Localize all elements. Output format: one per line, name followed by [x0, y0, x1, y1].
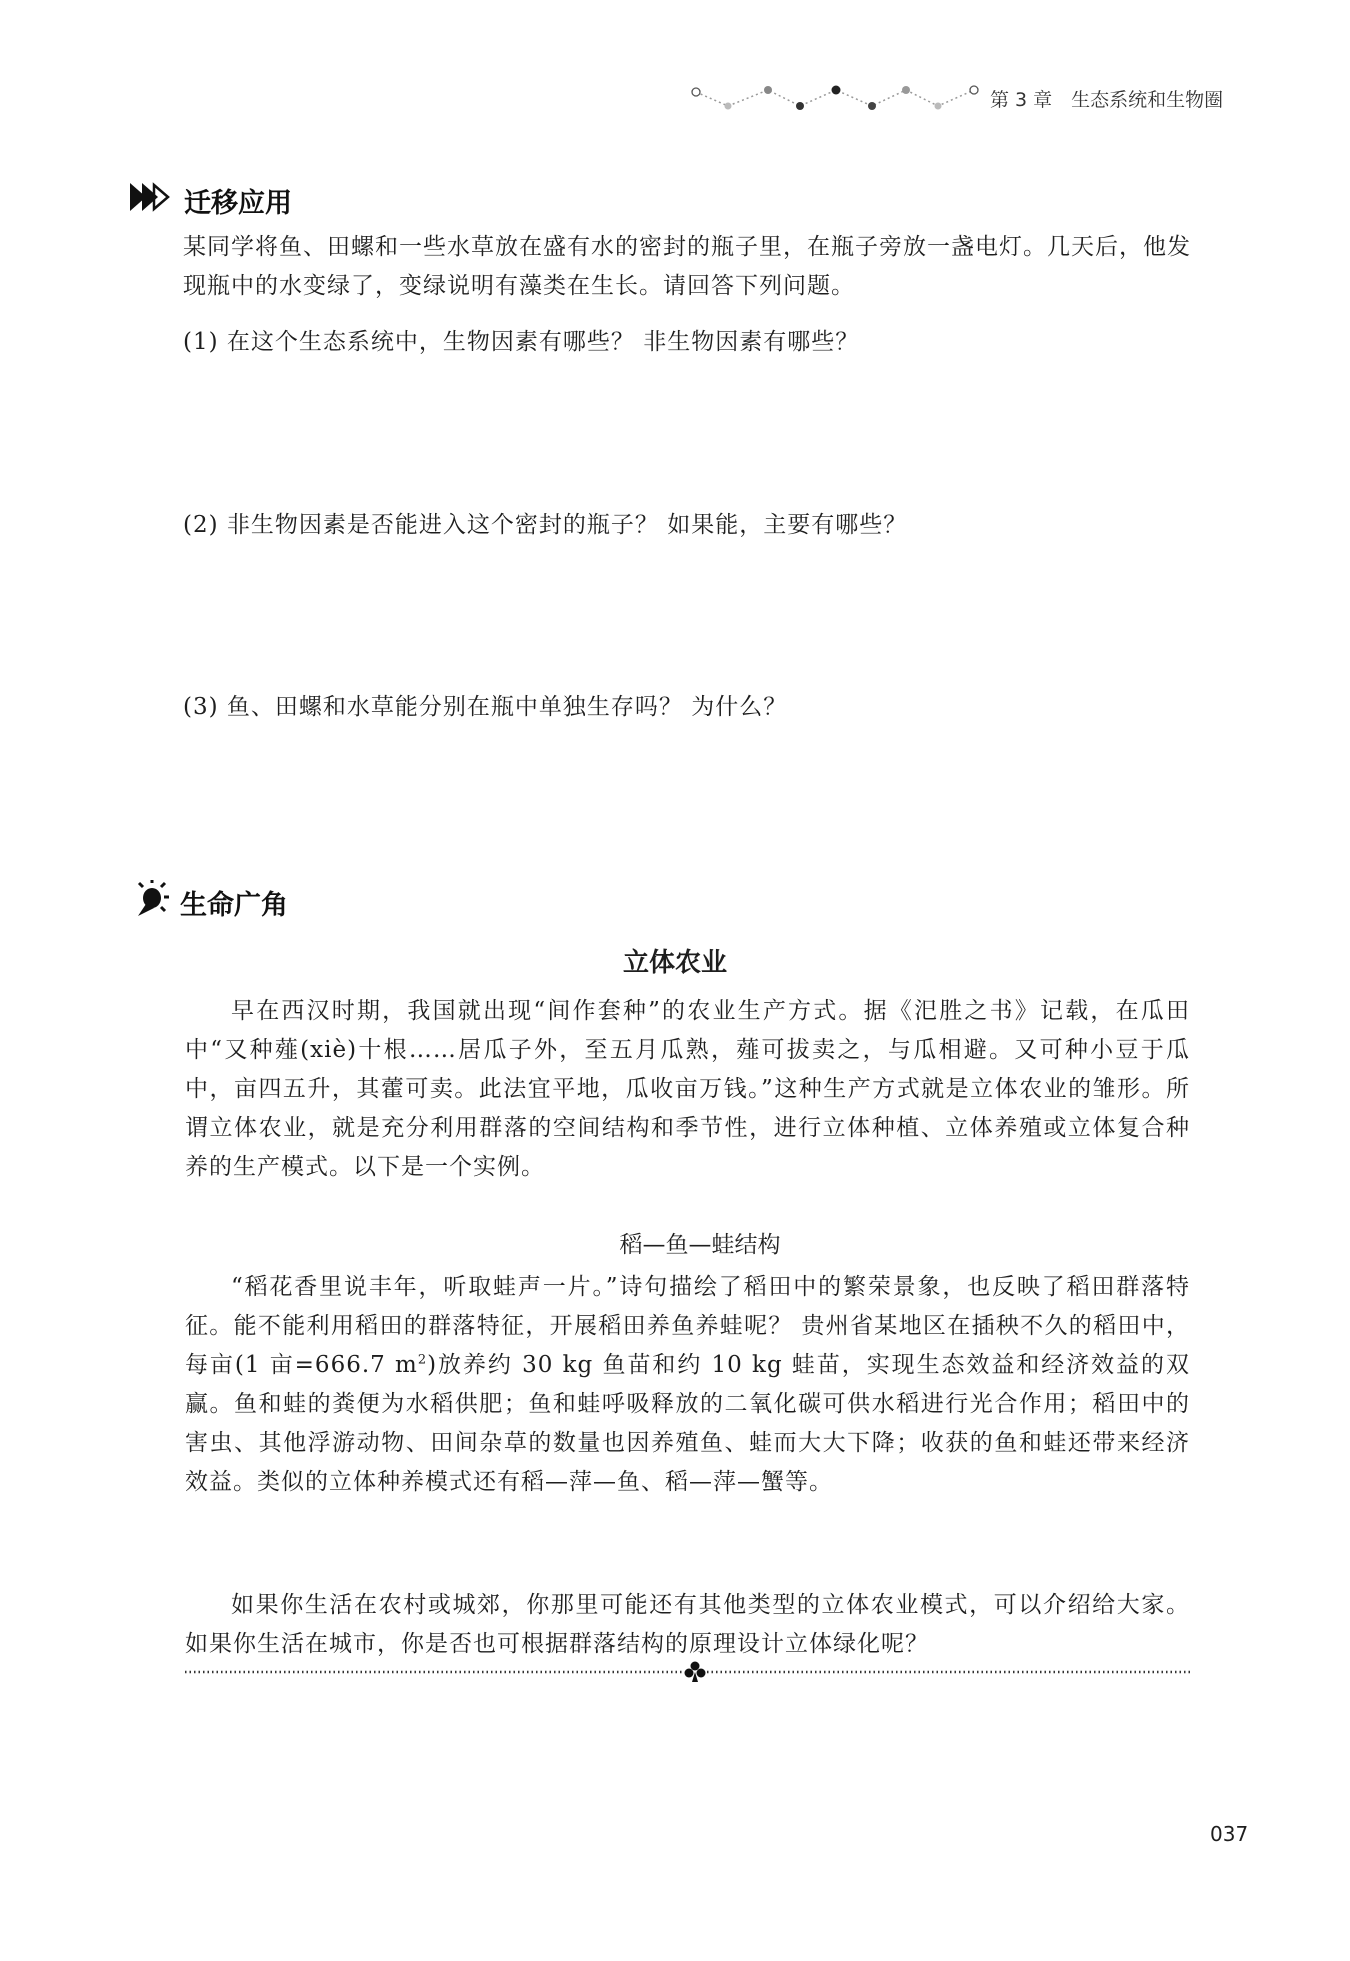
article-paragraph-3: 如果你生活在农村或城郊，你那里可能还有其他类型的立体农业模式，可以介绍给大家。如果你生活在城市，你是否也可根据群落结构的原理设计立体绿化呢？: [185, 1592, 1190, 1657]
article-paragraph-2: “稻花香里说丰年，听取蛙声一片。”诗句描绘了稻田中的繁荣景象，也反映了稻田群落特征。能不能利用稻田的群落特征，开展稻田养鱼养蛙呢？ 贵州省某地区在插秧不久的稻田中，每亩(1 亩=666.7 $m^2$)放养约 30 kg 鱼苗和约 10 kg 蛙苗，实现生态效益和经济效益的双赢。鱼和蛙的粪便为水稻供肥；鱼和蛙呼吸释放的二氧化碳可供水稻进行光合作用；稻田中的害虫、其他浮游动物、田间杂草的数量也因养殖鱼、蛙而大大下降；收获的鱼和蛙还带来经济效益。类似的立体种养模式还有稻—萍—鱼、稻—萍—蟹等。: [185, 1274, 1190, 1495]
running-header: [688, 78, 1250, 112]
section-divider: [185, 1660, 1190, 1684]
article-title: 立体农业: [622, 948, 727, 978]
section-title: 生命广角: [180, 890, 288, 921]
section-title: 迁移应用: [184, 188, 292, 219]
article-subtitle: 稻—鱼—蛙结构: [619, 1232, 781, 1258]
transfer-intro: 某同学将鱼、田螺和一些水草放在盛有水的密封的瓶子里，在瓶子旁放一盏电灯。几天后，他发现瓶中的水变绿了，变绿说明有藻类在生长。请回答下列问题。: [183, 234, 1191, 299]
chapter-title: 第 3 章 生态系统和生物圈: [990, 89, 1224, 111]
section-heading-transfer: [128, 180, 292, 221]
page-number: 037: [1210, 1822, 1249, 1846]
lightbulb-icon: [130, 880, 170, 925]
section-heading-life: [130, 880, 288, 925]
article-paragraph-1: 早在西汉时期，我国就出现“间作套种”的农业生产方式。据《汜胜之书》记载，在瓜田中“又种薤(xiè)十根……居瓜子外，至五月瓜熟，薤可拔卖之，与瓜相避。又可种小豆于瓜中，亩四五升，其藿可卖。此法宜平地，瓜收亩万钱。”这种生产方式就是立体农业的雏形。所谓立体农业，就是充分利用群落的空间结构和季节性，进行立体种植、立体养殖或立体复合种养的生产模式。以下是一个实例。: [185, 998, 1190, 1180]
question-3: (3) 鱼、田螺和水草能分别在瓶中单独生存吗？ 为什么？: [183, 694, 788, 720]
question-2: (2) 非生物因素是否能进入这个密封的瓶子？ 如果能，主要有哪些？: [183, 512, 908, 538]
double-arrow-icon: [128, 180, 174, 221]
club-icon: [685, 1662, 706, 1683]
dotted-wave-ornament-icon: [688, 78, 988, 112]
question-1: (1) 在这个生态系统中，生物因素有哪些？ 非生物因素有哪些？: [183, 329, 860, 355]
